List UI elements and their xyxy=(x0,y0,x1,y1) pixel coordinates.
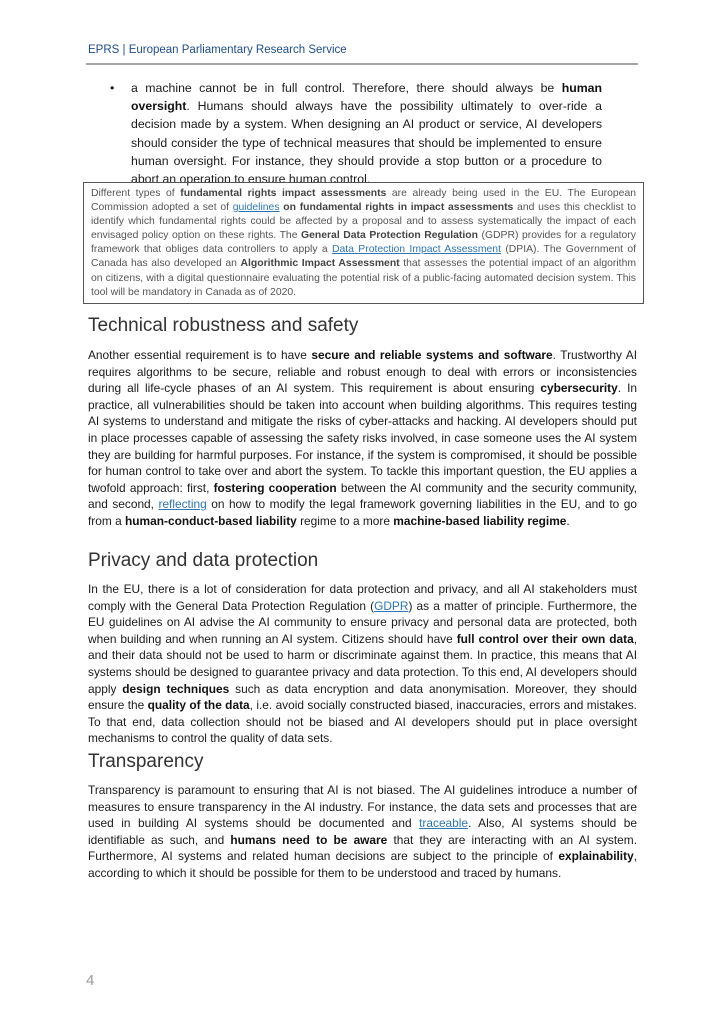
text: . Trustworthy AI requires algorithms to be secure, reliable and robust enough to deal with errors or inconsistencies during all life-cycle phases of an AI system. This requirement is about ensuring xyxy=(88,348,637,396)
bold-text: fundamental rights impact assessments xyxy=(180,188,387,199)
text: are already being used in the EU. The European Commission adopted a set of xyxy=(91,188,637,214)
text: , and their data should not be used to harm or discriminate against them. In practice, this means that AI systems should be designed to guarantee privacy and data protection. To this end, AI developers should apply xyxy=(88,631,638,696)
text: Transparency is paramount to ensuring that AI is not biased. The AI guidelines introduce a number of measures to ensure transparency in the AI industry. For instance, the data sets and processes that are used in building AI systems should be documented and xyxy=(88,783,637,831)
text: , according to which it should be possible for them to be understood and traced by humans. xyxy=(88,849,637,880)
text: Different types of xyxy=(91,188,181,199)
bold-text: cybersecurity xyxy=(540,381,618,396)
section-body-technical-robustness xyxy=(88,347,637,530)
bold-text: full control over their own data xyxy=(456,631,634,646)
text: . Also, AI systems should be identifiable as such, and xyxy=(88,816,637,847)
text: a machine cannot be in full control. Therefore, there should always be xyxy=(131,81,562,95)
text: . xyxy=(566,513,570,528)
bold-text: Algorithmic Impact Assessment xyxy=(240,258,400,270)
running-header: EPRS | European Parliamentary Research Service xyxy=(88,44,347,56)
inline-link[interactable]: traceable xyxy=(419,816,469,831)
section-heading-transparency: Transparency xyxy=(88,751,204,772)
section-body-transparency xyxy=(88,782,637,882)
text: In the EU, there is a lot of consideration for data protection and privacy, and all AI stakeholders must comply with the General Data Protection Regulation ( xyxy=(88,582,637,613)
text: , i.e. avoid socially constructed biased, inaccuracies, errors and mistakes. To that end, data collection should not be biased and AI developers should put in place oversight mechanisms to control the quality of data sets. xyxy=(88,698,637,746)
bold-text: human-conduct-based liability xyxy=(125,513,297,528)
section-body-privacy xyxy=(88,581,637,747)
section-heading-technical-robustness: Technical robustness and safety xyxy=(88,315,359,336)
text: between the AI community and the security community, and second, xyxy=(88,480,638,512)
bold-text: quality of the data xyxy=(147,698,250,713)
text: and uses this checklist to identify which fundamental rights could be affected by a proposal and to assess systematically the impact of each envisaged policy option on these rights. The xyxy=(91,202,636,242)
text: ) as a matter of principle. Furthermore, the EU guidelines on AI advise the AI community to ensure privacy and personal data are protected, both when building and when running an AI system. Citizens should have xyxy=(88,598,637,646)
text: that they are interacting with an AI system. Furthermore, AI systems and related human decisions are subject to the principle of xyxy=(88,832,638,864)
bullet-paragraph xyxy=(131,79,602,188)
inline-link[interactable]: GDPR xyxy=(374,598,409,613)
inline-link[interactable]: guidelines xyxy=(232,202,280,214)
bold-text: machine-based liability regime xyxy=(393,513,567,528)
text: regime to a more xyxy=(296,513,394,528)
bold-text: humans need to be aware xyxy=(230,832,388,847)
inline-link[interactable]: reflecting xyxy=(158,497,207,512)
bullet-icon: • xyxy=(110,81,115,95)
text: (DPIA). The Government of Canada has also developed an xyxy=(91,244,636,270)
inline-link[interactable]: Data Protection Impact Assessment xyxy=(332,244,501,256)
info-box xyxy=(83,182,644,304)
text: such as data encryption and data anonymisation. Moreover, they should ensure the xyxy=(88,681,637,713)
header-divider xyxy=(86,63,638,65)
bold-text: secure and reliable systems and software xyxy=(311,348,553,362)
section-heading-privacy: Privacy and data protection xyxy=(88,550,319,571)
bold-text: design techniques xyxy=(122,681,230,696)
text: Another essential requirement is to have xyxy=(88,348,312,362)
bold-text: on fundamental rights in impact assessments xyxy=(279,202,514,214)
bold-text: fostering cooperation xyxy=(213,480,337,495)
text: . Humans should always have the possibility ultimately to over-ride a decision made by a system. When designing an AI product or service, AI developers should consider the type of technical measures that should be implemented to ensure human oversight. For instance, they should provide a stop button or a procedure to abort an operation to ensure human control. xyxy=(131,99,602,187)
text: on how to modify the legal framework governing liabilities in the EU, and to go from a xyxy=(88,497,638,528)
page-number: 4 xyxy=(86,972,95,989)
bold-text: explainability xyxy=(558,849,634,864)
bold-text: human oversight xyxy=(131,81,602,114)
text: (GDPR) provides for a regulatory framework that obliges data controllers to apply a xyxy=(91,230,636,256)
text: . In practice, all vulnerabilities should be taken into account when building algorithms. This requires testing AI systems to understand and mitigate the risks of cyber-attacks and hacking. AI developers should put in place processes capable of assessing the safety risks involved, in case someone uses the AI system they are building for harmful purposes. For instance, if the system is compromised, it should be possible for human control to take over and abort the system. To tackle this important question, the EU applies a twofold approach: first, xyxy=(88,381,637,495)
text: that assesses the potential impact of an algorithm on citizens, with a digital questionnaire evaluating the potential risk of a public-facing automated decision system. This tool will be mandatory in Canada as of 2020. xyxy=(91,258,637,298)
bold-text: General Data Protection Regulation xyxy=(301,230,478,242)
